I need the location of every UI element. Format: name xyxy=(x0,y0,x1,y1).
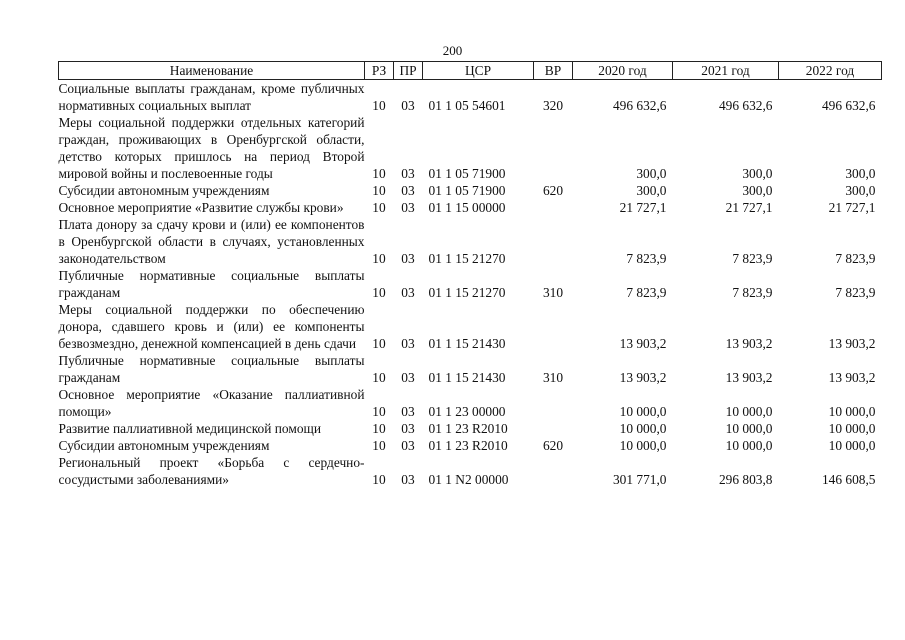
row-2020: 13 903,2 xyxy=(619,370,667,385)
row-pr: 03 xyxy=(401,336,415,351)
row-csr: 01 1 15 00000 xyxy=(428,200,506,215)
row-vr xyxy=(534,454,573,488)
row-name: Публичные нормативные социальные выплаты гражданам xyxy=(58,353,365,385)
row-2020: 13 903,2 xyxy=(619,336,667,351)
row-pr: 03 xyxy=(401,421,415,436)
row-vr xyxy=(534,216,573,267)
header-name: Наименование xyxy=(59,62,365,80)
budget-table xyxy=(58,61,882,488)
row-2020: 301 771,0 xyxy=(612,472,667,487)
row-vr: 620 xyxy=(542,438,564,453)
row-vr xyxy=(534,114,573,182)
table-row xyxy=(59,114,882,182)
row-pr: 03 xyxy=(401,404,415,419)
row-2021: 13 903,2 xyxy=(725,370,773,385)
row-2020: 21 727,1 xyxy=(619,200,667,215)
row-2022: 300,0 xyxy=(845,183,876,198)
header-csr: ЦСР xyxy=(423,62,534,80)
row-2022: 7 823,9 xyxy=(835,251,876,266)
row-name: Региональный проект «Борьба с сердечно-сосудистыми заболеваниями» xyxy=(58,455,365,487)
row-2022: 7 823,9 xyxy=(835,285,876,300)
row-name: Субсидии автономным учреждениям xyxy=(58,183,270,198)
table-row xyxy=(59,437,882,454)
table-row xyxy=(59,386,882,420)
row-csr: 01 1 23 R2010 xyxy=(428,438,508,453)
row-pr: 03 xyxy=(401,98,415,113)
row-name: Публичные нормативные социальные выплаты гражданам xyxy=(58,268,365,300)
row-vr: 310 xyxy=(542,370,564,385)
row-2021: 300,0 xyxy=(742,166,773,181)
row-pr: 03 xyxy=(401,251,415,266)
row-vr: 620 xyxy=(542,183,564,198)
table-row xyxy=(59,301,882,352)
row-rz: 10 xyxy=(372,166,386,181)
row-csr: 01 1 15 21430 xyxy=(428,336,506,351)
row-2020: 10 000,0 xyxy=(619,421,667,436)
row-rz: 10 xyxy=(372,183,386,198)
row-rz: 10 xyxy=(372,98,386,113)
page-number: 200 xyxy=(442,43,463,58)
row-vr xyxy=(534,199,573,216)
table-row xyxy=(59,267,882,301)
row-rz: 10 xyxy=(372,251,386,266)
table-header xyxy=(59,62,882,80)
row-2022: 10 000,0 xyxy=(828,438,876,453)
row-2020: 300,0 xyxy=(636,166,667,181)
row-2021: 296 803,8 xyxy=(718,472,773,487)
header-row xyxy=(59,62,882,80)
row-rz: 10 xyxy=(372,370,386,385)
row-rz: 10 xyxy=(372,472,386,487)
row-2022: 13 903,2 xyxy=(828,336,876,351)
row-pr: 03 xyxy=(401,183,415,198)
row-csr: 01 1 05 71900 xyxy=(428,166,506,181)
row-2022: 10 000,0 xyxy=(828,421,876,436)
row-name: Плата донору за сдачу крови и (или) ее компонентов в Оренбургской области в случаях, установленных законодательством xyxy=(58,217,365,266)
row-2020: 300,0 xyxy=(636,183,667,198)
row-name: Развитие паллиативной медицинской помощи xyxy=(58,421,321,436)
row-csr: 01 1 15 21430 xyxy=(428,370,506,385)
row-2020: 10 000,0 xyxy=(619,404,667,419)
row-csr: 01 1 15 21270 xyxy=(428,251,506,266)
row-2021: 7 823,9 xyxy=(732,285,773,300)
table-row xyxy=(59,454,882,488)
row-pr: 03 xyxy=(401,370,415,385)
table-row xyxy=(59,352,882,386)
row-pr: 03 xyxy=(401,285,415,300)
row-2020: 7 823,9 xyxy=(626,251,667,266)
row-vr xyxy=(534,301,573,352)
row-pr: 03 xyxy=(401,166,415,181)
table-row xyxy=(59,199,882,216)
row-2021: 7 823,9 xyxy=(732,251,773,266)
row-2020: 10 000,0 xyxy=(619,438,667,453)
row-2021: 10 000,0 xyxy=(725,404,773,419)
row-csr: 01 1 23 R2010 xyxy=(428,421,508,436)
row-rz: 10 xyxy=(372,421,386,436)
row-2020: 7 823,9 xyxy=(626,285,667,300)
header-2020: 2020 год xyxy=(573,62,673,80)
row-csr: 01 1 05 54601 xyxy=(428,98,506,113)
table-row xyxy=(59,182,882,199)
row-rz: 10 xyxy=(372,404,386,419)
row-2021: 21 727,1 xyxy=(725,200,773,215)
header-rz: РЗ xyxy=(365,62,394,80)
row-name: Субсидии автономным учреждениям xyxy=(58,438,270,453)
row-2021: 10 000,0 xyxy=(725,438,773,453)
row-name: Социальные выплаты гражданам, кроме публичных нормативных социальных выплат xyxy=(58,81,365,113)
row-2022: 146 608,5 xyxy=(821,472,876,487)
header-2021: 2021 год xyxy=(673,62,779,80)
row-pr: 03 xyxy=(401,472,415,487)
row-2022: 13 903,2 xyxy=(828,370,876,385)
row-rz: 10 xyxy=(372,200,386,215)
table-row xyxy=(59,420,882,437)
row-rz: 10 xyxy=(372,336,386,351)
row-2022: 10 000,0 xyxy=(828,404,876,419)
row-2021: 496 632,6 xyxy=(718,98,773,113)
row-2022: 300,0 xyxy=(845,166,876,181)
row-csr: 01 1 23 00000 xyxy=(428,404,506,419)
row-pr: 03 xyxy=(401,200,415,215)
row-vr xyxy=(534,420,573,437)
header-vr: ВР xyxy=(534,62,573,80)
row-pr: 03 xyxy=(401,438,415,453)
row-vr: 310 xyxy=(542,285,564,300)
header-2022: 2022 год xyxy=(779,62,882,80)
row-2022: 21 727,1 xyxy=(828,200,876,215)
table-row xyxy=(59,80,882,115)
row-name: Основное мероприятие «Развитие службы крови» xyxy=(58,200,344,215)
row-vr: 320 xyxy=(542,98,564,113)
table-row xyxy=(59,216,882,267)
row-csr: 01 1 15 21270 xyxy=(428,285,506,300)
row-name: Меры социальной поддержки отдельных категорий граждан, проживающих в Оренбургской области, детство которых пришлось на период Второй мировой войны и послевоенные годы xyxy=(58,115,365,181)
row-csr: 01 1 05 71900 xyxy=(428,183,506,198)
row-csr: 01 1 N2 00000 xyxy=(428,472,509,487)
header-pr: ПР xyxy=(394,62,423,80)
row-vr xyxy=(534,386,573,420)
row-2022: 496 632,6 xyxy=(821,98,876,113)
table-body xyxy=(59,80,882,489)
row-name: Меры социальной поддержки по обеспечению донора, сдавшего кровь и (или) ее компоненты безвозмездно, денежной компенсацией в день сдачи xyxy=(58,302,365,351)
row-2021: 10 000,0 xyxy=(725,421,773,436)
row-2021: 13 903,2 xyxy=(725,336,773,351)
row-rz: 10 xyxy=(372,285,386,300)
row-2020: 496 632,6 xyxy=(612,98,667,113)
row-name: Основное мероприятие «Оказание паллиативной помощи» xyxy=(58,387,365,419)
row-2021: 300,0 xyxy=(742,183,773,198)
row-rz: 10 xyxy=(372,438,386,453)
